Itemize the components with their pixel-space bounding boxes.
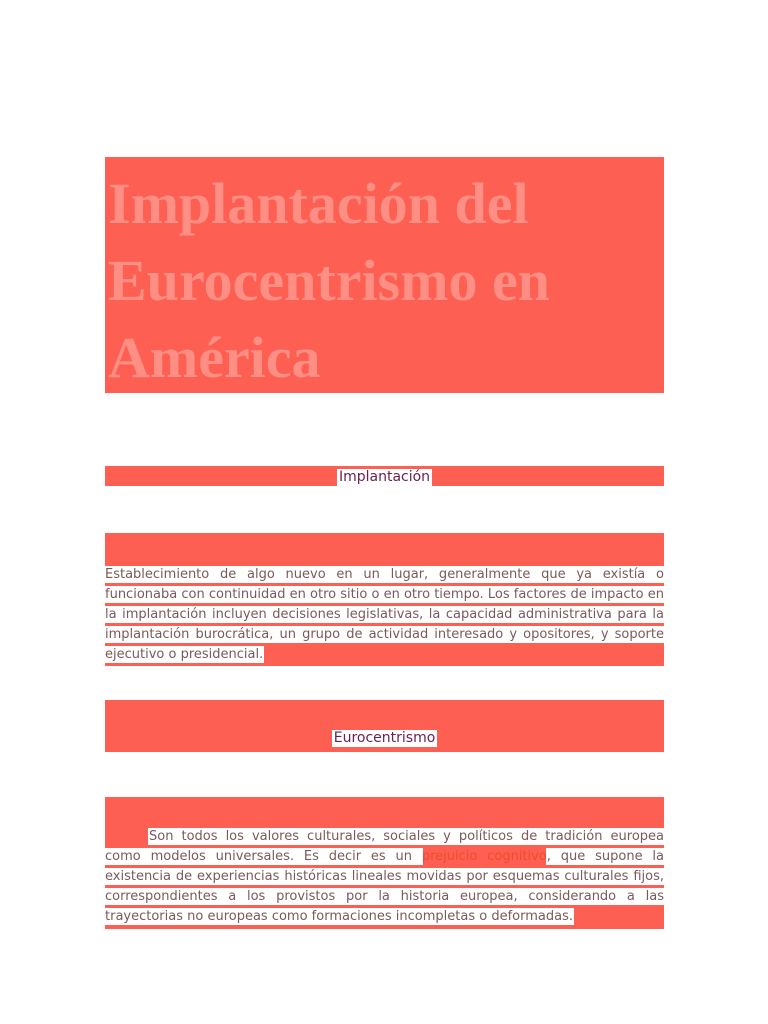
section-heading-implantacion: Implantación: [338, 469, 431, 485]
title-banner: [105, 157, 664, 393]
document-title: Implantación del Eurocentrismo en América: [108, 171, 550, 390]
section-heading-eurocentrismo: Eurocentrismo: [333, 730, 436, 746]
paragraph-implantacion: [105, 565, 664, 665]
paragraph-eurocentrismo: [105, 827, 664, 927]
paragraph-eurocentrismo-text-end: , que supone la existencia de experiencias históricas lineales movidas por esquemas culturales fijos, correspondientes a los provistos por la historia europea, considerando a las trayectorias no europeas como formaciones incompletas o deformadas.: [105, 849, 664, 924]
prejuicio-cognitivo-link[interactable]: prejuicio cognitivo: [421, 849, 547, 864]
paragraph-block-implantacion: [105, 533, 664, 666]
paragraph-implantacion-text: Establecimiento de algo nuevo en un lugar, generalmente que ya existía o funcionaba con continuidad en otro sitio o en otro tiempo. Los factores de impacto en la implantación incluyen decisiones legislativas, la capacidad administrativa para la implantación burocrática, un grupo de actividad interesado y opositores, y soporte ejecutivo o presidencial.: [105, 567, 664, 662]
section-heading-banner-implantacion: [105, 466, 664, 486]
paragraph-eurocentrismo-text-start: Son todos los valores culturales, sociales y políticos de tradición europea como modelos universales. Es decir es un: [105, 829, 664, 864]
section-heading-banner-eurocentrismo: [105, 700, 664, 752]
paragraph-block-eurocentrismo: [105, 797, 664, 929]
